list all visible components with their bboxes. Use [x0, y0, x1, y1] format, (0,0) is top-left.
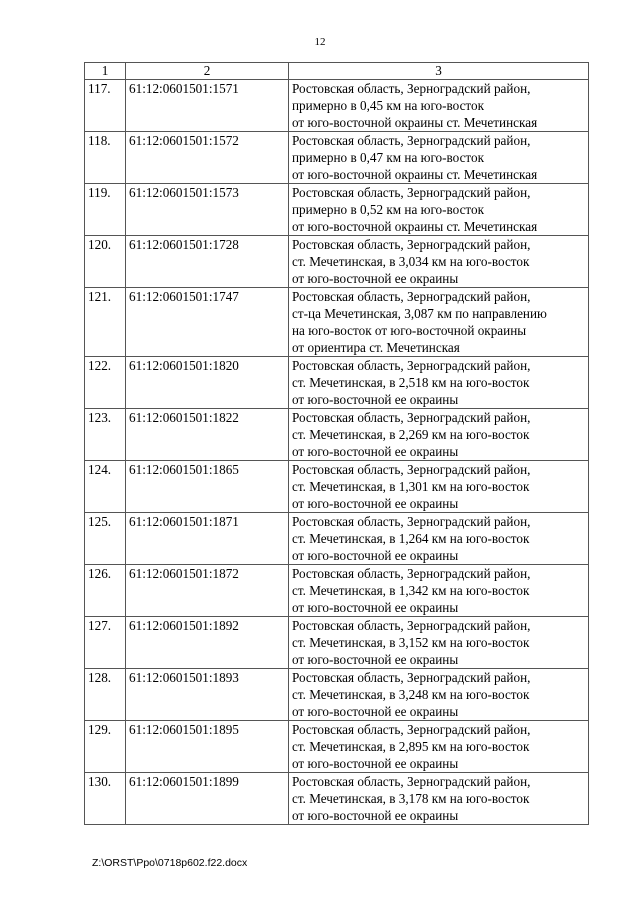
address-line: от юго-восточной окраины ст. Мечетинская	[292, 167, 538, 182]
address-line: от юго-восточной окраины ст. Мечетинская	[292, 115, 538, 130]
address-cell	[289, 357, 589, 409]
cadastral-number: 61:12:0601501:1871	[126, 513, 289, 565]
table-row	[85, 357, 589, 409]
address-cell	[289, 236, 589, 288]
address-line: Ростовская область, Зерноградский район,	[292, 514, 531, 529]
row-number: 121.	[85, 288, 126, 357]
address-line: Ростовская область, Зерноградский район,	[292, 462, 531, 477]
address-line: Ростовская область, Зерноградский район,	[292, 81, 531, 96]
address-line: ст. Мечетинская, в 2,269 км на юго-восток	[292, 427, 530, 442]
address-line: ст. Мечетинская, в 3,152 км на юго-восток	[292, 635, 530, 650]
address-line: ст. Мечетинская, в 2,518 км на юго-восток	[292, 375, 530, 390]
cadastral-number: 61:12:0601501:1747	[126, 288, 289, 357]
address-line: от юго-восточной окраины ст. Мечетинская	[292, 219, 538, 234]
address-cell	[289, 461, 589, 513]
address-line: Ростовская область, Зерноградский район,	[292, 410, 531, 425]
address-line: от юго-восточной ее окраины	[292, 652, 459, 667]
address-line: от юго-восточной ее окраины	[292, 704, 459, 719]
row-number: 130.	[85, 773, 126, 825]
cadastral-number: 61:12:0601501:1572	[126, 132, 289, 184]
address-line: Ростовская область, Зерноградский район,	[292, 722, 531, 737]
address-line: от юго-восточной ее окраины	[292, 496, 459, 511]
row-number: 125.	[85, 513, 126, 565]
cadastral-number: 61:12:0601501:1728	[126, 236, 289, 288]
table-header-row	[85, 63, 589, 80]
address-line: от ориентира ст. Мечетинская	[292, 340, 460, 355]
cadastral-number: 61:12:0601501:1573	[126, 184, 289, 236]
address-line: ст-ца Мечетинская, 3,087 км по направлению	[292, 306, 547, 321]
cadastral-number: 61:12:0601501:1822	[126, 409, 289, 461]
address-cell	[289, 773, 589, 825]
cadastral-number: 61:12:0601501:1892	[126, 617, 289, 669]
address-line: ст. Мечетинская, в 2,895 км на юго-восток	[292, 739, 530, 754]
table-row	[85, 409, 589, 461]
row-number: 120.	[85, 236, 126, 288]
row-number: 119.	[85, 184, 126, 236]
cadastral-number: 61:12:0601501:1893	[126, 669, 289, 721]
page-number: 12	[314, 36, 326, 48]
address-cell	[289, 288, 589, 357]
header-col-1: 1	[85, 63, 126, 80]
address-line: примерно в 0,47 км на юго-восток	[292, 150, 485, 165]
table-row	[85, 236, 589, 288]
address-line: ст. Мечетинская, в 3,248 км на юго-восток	[292, 687, 530, 702]
address-line: ст. Мечетинская, в 1,264 км на юго-восток	[292, 531, 530, 546]
table-row	[85, 132, 589, 184]
header-col-2: 2	[126, 63, 289, 80]
address-cell	[289, 184, 589, 236]
address-cell	[289, 132, 589, 184]
row-number: 124.	[85, 461, 126, 513]
cadastral-number: 61:12:0601501:1571	[126, 80, 289, 132]
row-number: 123.	[85, 409, 126, 461]
address-line: Ростовская область, Зерноградский район,	[292, 670, 531, 685]
address-line: Ростовская область, Зерноградский район,	[292, 566, 531, 581]
address-line: Ростовская область, Зерноградский район,	[292, 289, 531, 304]
header-col-3: 3	[289, 63, 589, 80]
row-number: 129.	[85, 721, 126, 773]
row-number: 118.	[85, 132, 126, 184]
address-cell	[289, 80, 589, 132]
address-line: от юго-восточной ее окраины	[292, 756, 459, 771]
address-line: от юго-восточной ее окраины	[292, 548, 459, 563]
address-line: Ростовская область, Зерноградский район,	[292, 358, 531, 373]
row-number: 117.	[85, 80, 126, 132]
address-line: от юго-восточной ее окраины	[292, 600, 459, 615]
address-line: от юго-восточной ее окраины	[292, 271, 459, 286]
table-row	[85, 288, 589, 357]
address-line: Ростовская область, Зерноградский район,	[292, 185, 531, 200]
address-line: примерно в 0,45 км на юго-восток	[292, 98, 485, 113]
table-row	[85, 617, 589, 669]
address-line: примерно в 0,52 км на юго-восток	[292, 202, 485, 217]
cadastral-number: 61:12:0601501:1865	[126, 461, 289, 513]
address-line: ст. Мечетинская, в 3,178 км на юго-восток	[292, 791, 530, 806]
table-row	[85, 184, 589, 236]
land-plots-table	[84, 62, 589, 825]
address-line: ст. Мечетинская, в 3,034 км на юго-восток	[292, 254, 530, 269]
row-number: 122.	[85, 357, 126, 409]
address-line: Ростовская область, Зерноградский район,	[292, 618, 531, 633]
address-cell	[289, 617, 589, 669]
address-line: от юго-восточной ее окраины	[292, 444, 459, 459]
table-row	[85, 513, 589, 565]
row-number: 128.	[85, 669, 126, 721]
table-row	[85, 80, 589, 132]
address-line: от юго-восточной ее окраины	[292, 808, 459, 823]
table-row	[85, 565, 589, 617]
address-line: Ростовская область, Зерноградский район,	[292, 774, 531, 789]
address-line: от юго-восточной ее окраины	[292, 392, 459, 407]
address-line: Ростовская область, Зерноградский район,	[292, 133, 531, 148]
address-cell	[289, 721, 589, 773]
cadastral-number: 61:12:0601501:1820	[126, 357, 289, 409]
address-line: на юго-восток от юго-восточной окраины	[292, 323, 527, 338]
cadastral-number: 61:12:0601501:1895	[126, 721, 289, 773]
table-row	[85, 721, 589, 773]
file-path-footer: Z:\ORST\Ppo\0718p602.f22.docx	[92, 857, 248, 869]
row-number: 127.	[85, 617, 126, 669]
address-cell	[289, 513, 589, 565]
address-cell	[289, 409, 589, 461]
row-number: 126.	[85, 565, 126, 617]
address-cell	[289, 565, 589, 617]
table-row	[85, 669, 589, 721]
address-line: Ростовская область, Зерноградский район,	[292, 237, 531, 252]
cadastral-number: 61:12:0601501:1872	[126, 565, 289, 617]
table-row	[85, 461, 589, 513]
address-cell	[289, 669, 589, 721]
cadastral-number: 61:12:0601501:1899	[126, 773, 289, 825]
table-row	[85, 773, 589, 825]
address-line: ст. Мечетинская, в 1,342 км на юго-восток	[292, 583, 530, 598]
address-line: ст. Мечетинская, в 1,301 км на юго-восток	[292, 479, 530, 494]
